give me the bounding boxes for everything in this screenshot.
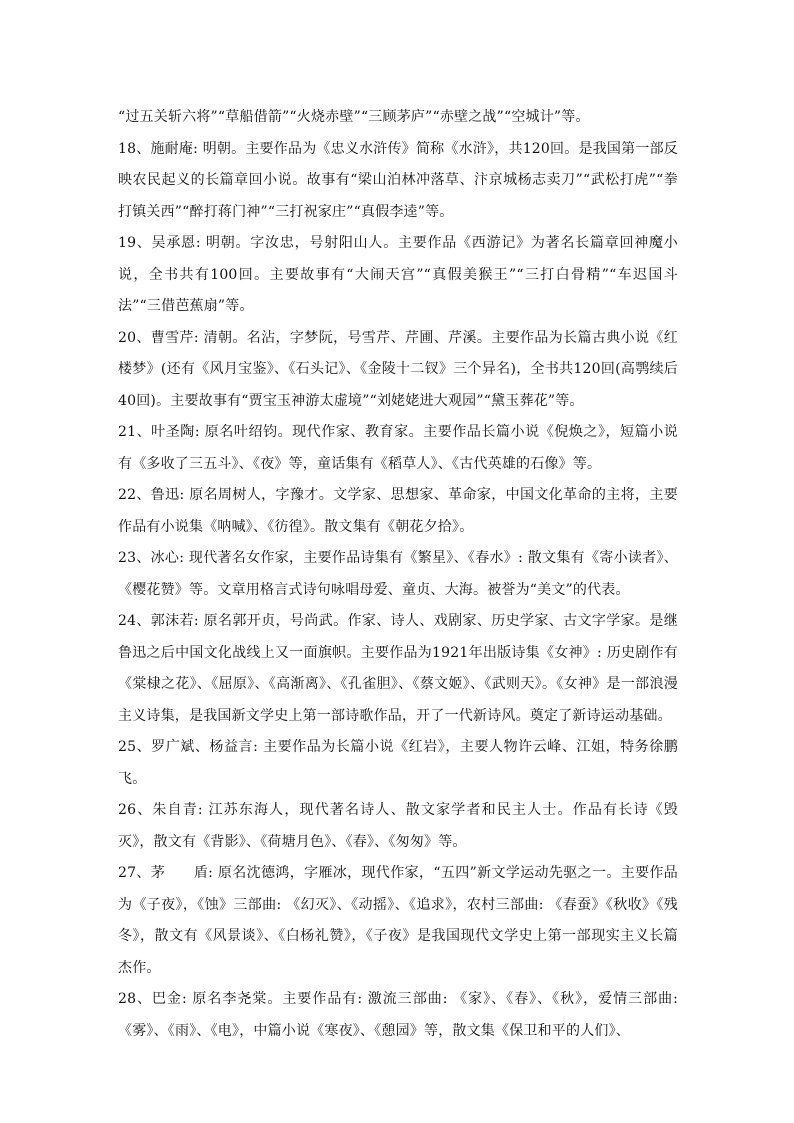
document-body [118,102,678,1047]
paragraph-item-19: 19、吴承恩: 明朝。字汝忠，号射阳山人。主要作品《西游记》为著名长篇章回神魔小说，全书共有100回。主要故事有“大闹天宫”“真假美猴王”“三打白骨精”“车迟国斗法”“三借芭蕉扇”等。 [118,235,678,314]
paragraph-item-21: 21、叶圣陶: 原名叶绍钧。现代作家、教育家。主要作品长篇小说《倪焕之》，短篇小说有《多收了三五斗》、《夜》等，童话集有《稻草人》、《古代英雄的石像》等。 [118,424,678,472]
paragraph-item-23: 23、冰心: 现代著名女作家，主要作品诗集有《繁星》、《春水》: 散文集有《寄小读者》、《樱花赞》等。文章用格言式诗句咏唱母爱、童贞、大海。被誉为“美文”的代表。 [118,550,678,598]
paragraph-item-24: 24、郭沫若: 原名郭开贞，号尚武。作家、诗人、戏剧家、历史学家、古文字学家。是继鲁迅之后中国文化战线上又一面旗帜。主要作品为1921年出版诗集《女神》: 历史剧作有《棠棣之花》、《屈原》、《高渐离》、《孔雀胆》、《蔡文姬》、《武则天》。《女神》是一部浪漫主义诗集，是我国新文学史上第一部诗歌作品，开了一代新诗风。奠定了新诗运动基础。 [118,613,678,724]
paragraph-item-22: 22、鲁迅: 原名周树人，字豫才。文学家、思想家、革命家，中国文化革命的主将，主要作品有小说集《呐喊》、《彷徨》。散文集有《朝花夕拾》。 [118,487,678,535]
paragraph-item-20: 20、曹雪芹: 清朝。名沾，字梦阮，号雪芹、芹圃、芹溪。主要作品为长篇古典小说《红楼梦》(还有《风月宝鉴》、《石头记》、《金陵十二钗》三个异名)，全书共120回(高鹗续后40回)。主要故事有“贾宝玉神游太虚境”“刘姥姥进大观园”“黛玉葬花”等。 [118,329,678,409]
paragraph-continuation: “过五关斩六将”“草船借箭”“火烧赤壁”“三顾茅庐”“赤壁之战”“空城计”等。 [118,109,590,125]
paragraph-item-26: 26、朱自青: 江苏东海人，现代著名诗人、散文家学者和民主人士。作品有长诗《毁灭》，散文有《背影》、《荷塘月色》、《春》、《匆匆》等。 [118,802,678,850]
paragraph-item-28: 28、巴金: 原名李尧棠。主要作品有: 激流三部曲: 《家》、《春》、《秋》，爱情三部曲: 《雾》、《雨》、《电》，中篇小说《寒夜》、《憩园》等，散文集《保卫和平的人们》、 [118,991,678,1039]
paragraph-item-25: 25、罗广斌、杨益言: 主要作品为长篇小说《红岩》，主要人物许云峰、江姐，特务徐鹏飞。 [118,739,678,787]
paragraph-item-18: 18、施耐庵: 明朝。主要作品为《忠义水浒传》简称《水浒》，共120回。是我国第一部反映农民起义的长篇章回小说。故事有“梁山泊林冲落草、汴京城杨志卖刀”“武松打虎”“拳打镇关西”“醉打蒋门神”“三打祝家庄”“真假李逵”等。 [118,140,678,220]
paragraph-item-27: 27、茅 盾: 原名沈德鸿，字雁冰，现代作家，“五四”新文学运动先驱之一。主要作品为《子夜》，《蚀》三部曲: 《幻灭》、《动摇》、《追求》，农村三部曲: 《春蚕》《秋收》《残冬》，散文有《风景谈》、《白杨礼赞》，《子夜》是我国现代文学史上第一部现实主义长篇杰作。 [118,865,678,976]
